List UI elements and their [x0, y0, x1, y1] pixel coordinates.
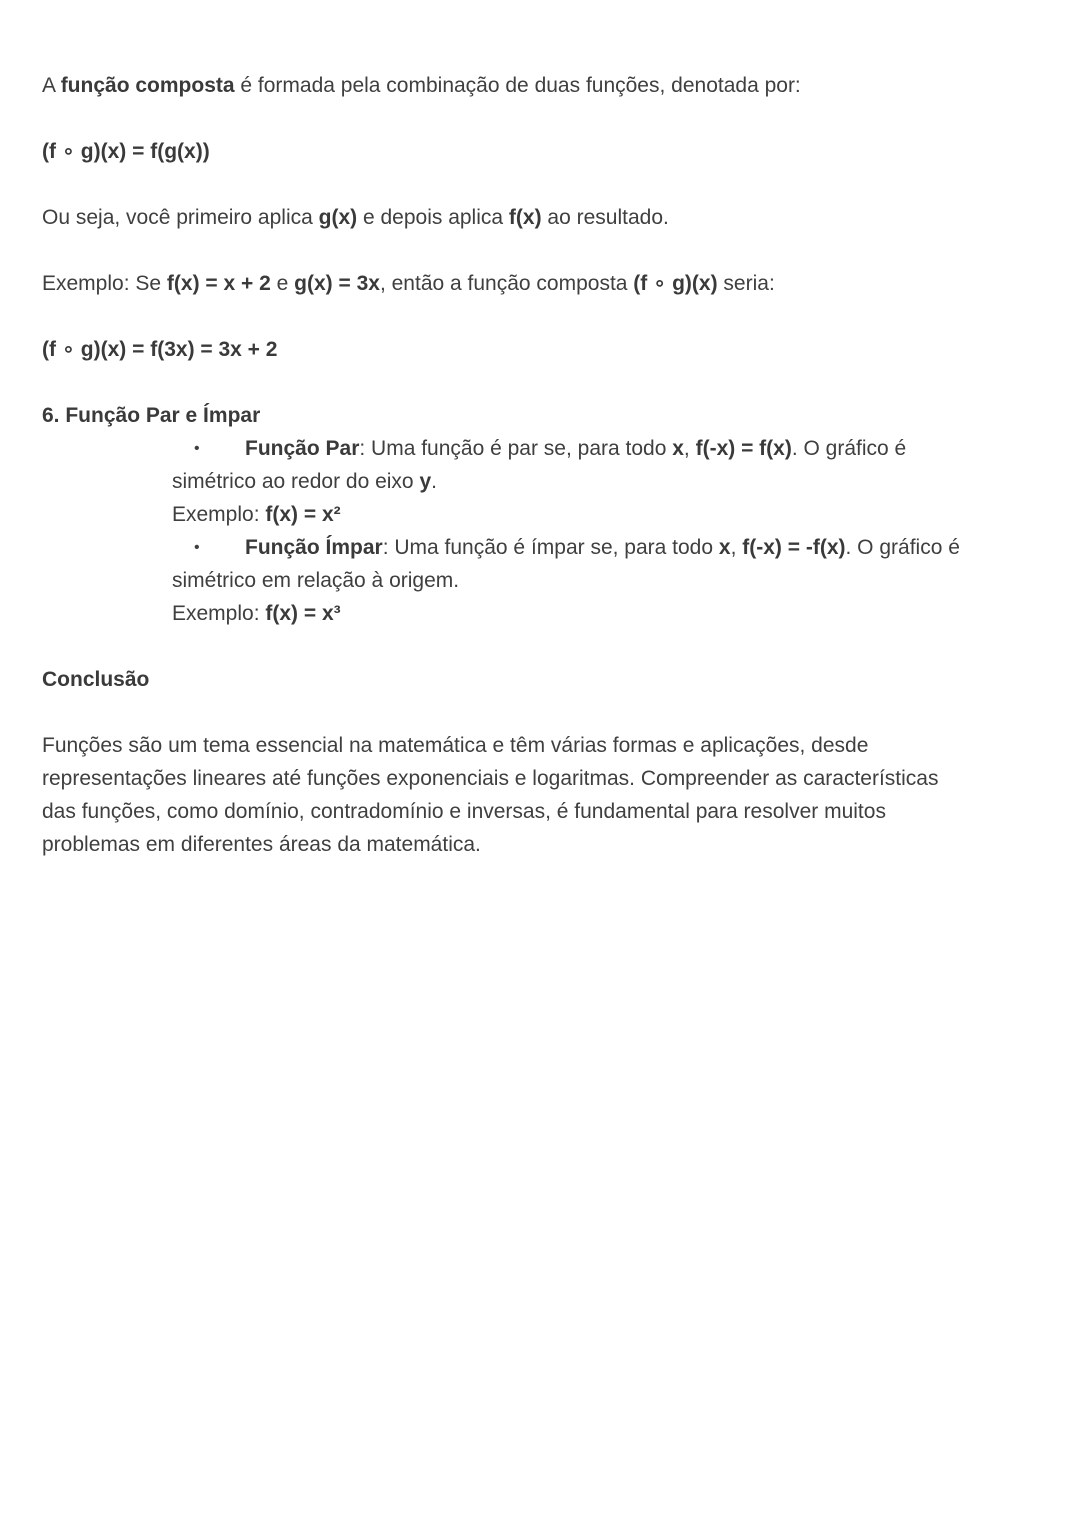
- formula-fx: f(x): [508, 206, 542, 229]
- example-odd: [172, 597, 1042, 630]
- text: e: [270, 272, 295, 295]
- composite-formula: (f ∘ g)(x) = f(g(x)): [42, 140, 210, 163]
- formula-fog: (f ∘ g)(x): [633, 272, 718, 295]
- example-formula: f(x) = x²: [265, 503, 341, 526]
- list-item-line: [172, 531, 1042, 564]
- text: simétrico em relação à origem.: [172, 569, 460, 592]
- conclusion-line: representações lineares até funções exponenciais e logaritmas. Compreender as características: [42, 767, 939, 790]
- var-x: x: [718, 536, 731, 559]
- text: . O gráfico é: [791, 437, 907, 460]
- text: : Uma função é par se, para todo: [359, 437, 673, 460]
- example-formula: f(x) = x³: [265, 602, 341, 625]
- var-y: y: [419, 470, 432, 493]
- term-composite-function: função composta: [60, 74, 235, 97]
- text: , então a função composta: [379, 272, 634, 295]
- bullet-icon: •: [194, 539, 200, 556]
- var-x: x: [672, 437, 684, 460]
- conclusion-paragraph: [42, 729, 1042, 861]
- conclusion-line: das funções, como domínio, contradomínio e inversas, é fundamental para resolver muitos: [42, 800, 886, 823]
- composite-intro: [42, 69, 1042, 102]
- list-item-odd-function: [42, 531, 1042, 630]
- text: ao resultado.: [541, 206, 669, 229]
- text: : Uma função é ímpar se, para todo: [382, 536, 719, 559]
- term-odd-function: Função Ímpar: [245, 536, 383, 559]
- document-page: [42, 69, 1042, 861]
- spacer: [42, 630, 1042, 663]
- formula-odd: f(-x) = -f(x): [742, 536, 846, 559]
- text: ,: [730, 536, 743, 559]
- text: . O gráfico é: [845, 536, 960, 559]
- spacer: [42, 234, 1042, 267]
- example-label: Exemplo:: [172, 503, 266, 526]
- list-item-line: [172, 465, 1042, 498]
- composite-example: [42, 267, 1042, 300]
- text: é formada pela combinação de duas funções, denotada por:: [234, 74, 801, 97]
- composite-explanation: [42, 201, 1042, 234]
- example-even: [172, 498, 1042, 531]
- spacer: [42, 168, 1042, 201]
- text: ,: [683, 437, 696, 460]
- example-label: Exemplo:: [172, 602, 266, 625]
- formula-even: f(-x) = f(x): [695, 437, 792, 460]
- formula-g: g(x) = 3x: [294, 272, 380, 295]
- composite-example-result: (f ∘ g)(x) = f(3x) = 3x + 2: [42, 338, 278, 361]
- section-heading-conclusion: Conclusão: [42, 668, 150, 691]
- text: simétrico ao redor do eixo: [172, 470, 420, 493]
- spacer: [42, 366, 1042, 399]
- formula-gx: g(x): [318, 206, 358, 229]
- list-item-line: [172, 564, 1042, 597]
- text: .: [431, 470, 437, 493]
- term-even-function: Função Par: [245, 437, 360, 460]
- conclusion-line: Funções são um tema essencial na matemática e têm várias formas e aplicações, desde: [42, 734, 869, 757]
- text: A: [42, 74, 61, 97]
- formula-f: f(x) = x + 2: [166, 272, 271, 295]
- text: Ou seja, você primeiro aplica: [42, 206, 319, 229]
- text: seria:: [717, 272, 775, 295]
- conclusion-line: problemas em diferentes áreas da matemática.: [42, 833, 481, 856]
- spacer: [42, 696, 1042, 729]
- list-item-line: [172, 432, 1042, 465]
- spacer: [42, 300, 1042, 333]
- list-item-even-function: [42, 432, 1042, 531]
- section-heading-even-odd: 6. Função Par e Ímpar: [42, 404, 261, 427]
- spacer: [42, 102, 1042, 135]
- text: e depois aplica: [357, 206, 509, 229]
- text: Exemplo: Se: [42, 272, 167, 295]
- even-odd-list: [42, 432, 1042, 630]
- bullet-icon: •: [194, 440, 200, 457]
